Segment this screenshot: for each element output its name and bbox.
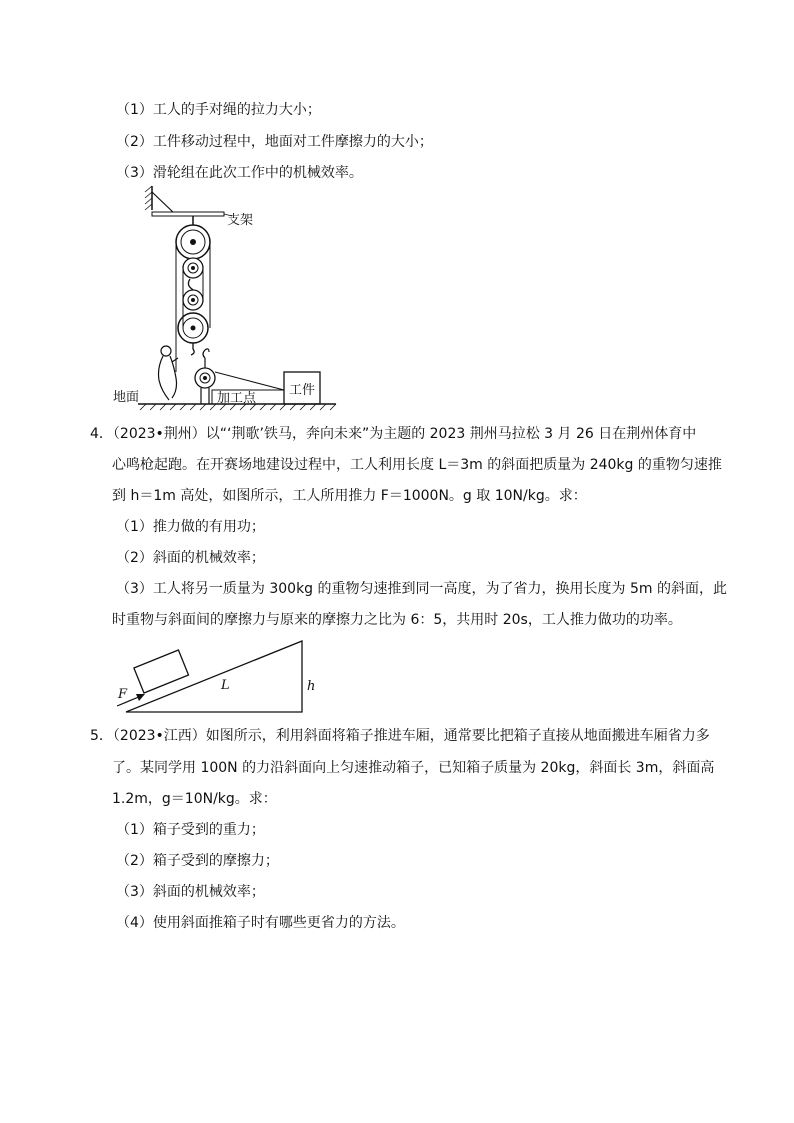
- q5-sub4: （4）使用斜面推箱子时有哪些更省力的方法。: [116, 915, 405, 931]
- q3-sub1: （1）工人的手对绳的拉力大小；: [116, 102, 321, 118]
- label-h: h: [307, 679, 316, 694]
- q4-line1: 4．（2023•荆州）以“‘荆歌’铁马，奔向未来”为主题的 2023 荆州马拉松 3 月 26 日在荆州体育中: [90, 426, 697, 442]
- q4-line2: 心鸣枪起跑。在开赛场地建设过程中，工人利用长度 L＝3m 的斜面把质量为 240kg 的重物匀速推: [112, 457, 722, 473]
- q5-sub1: （1）箱子受到的重力；: [116, 822, 265, 838]
- q3-sub3: （3）滑轮组在此次工作中的机械效率。: [116, 165, 363, 181]
- label-workpiece: 工件: [289, 383, 316, 398]
- q3-sub2: （2）工件移动过程中，地面对工件摩擦力的大小；: [116, 134, 433, 150]
- label-F: F: [118, 687, 128, 702]
- q5-line1: 5．（2023•江西）如图所示，利用斜面将箱子推进车厢，通常要比把箱子直接从地面搬进车厢省力多: [90, 728, 710, 744]
- q4-sub3a: （3）工人将另一质量为 300kg 的重物匀速推到同一高度，为了省力，换用长度为 5m 的斜面，此: [116, 581, 727, 597]
- q4-sub1: （1）推力做的有用功；: [116, 519, 265, 535]
- q5-line3: 1.2m，g＝10N/kg。求：: [112, 791, 277, 807]
- label-bracket: 支架: [227, 213, 254, 228]
- q5-line2: 了。某同学用 100N 的力沿斜面向上匀速推动箱子，已知箱子质量为 20kg，斜面长 3m，斜面高: [112, 760, 715, 776]
- label-processing-point: 加工点: [217, 391, 257, 406]
- label-ground: 地面: [113, 390, 140, 405]
- q4-line3: 到 h＝1m 高处，如图所示，工人所用推力 F＝1000N。g 取 10N/kg。求：: [112, 488, 587, 504]
- q5-sub2: （2）箱子受到的摩擦力；: [116, 853, 279, 869]
- label-L: L: [221, 678, 230, 693]
- q5-sub3: （3）斜面的机械效率；: [116, 884, 265, 900]
- q4-sub3b: 时重物与斜面间的摩擦力与原来的摩擦力之比为 6：5，共用时 20s，工人推力做功的功率。: [112, 612, 682, 628]
- q4-sub2: （2）斜面的机械效率；: [116, 550, 265, 566]
